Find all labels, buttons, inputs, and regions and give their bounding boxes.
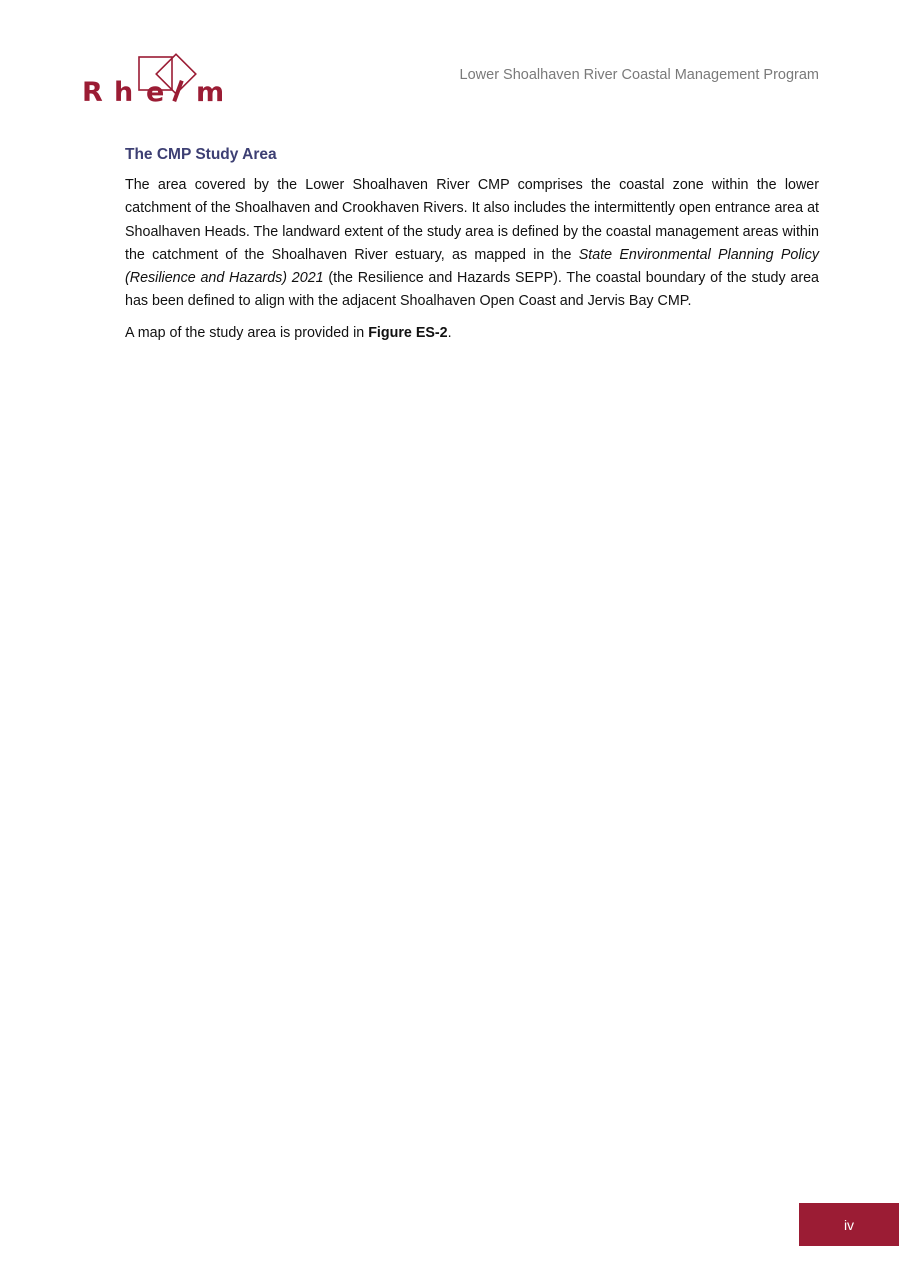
section-heading: The CMP Study Area	[125, 146, 277, 163]
figure-reference: Figure ES-2	[368, 324, 448, 341]
svg-text:m: m	[196, 77, 225, 106]
main-content	[125, 146, 819, 353]
svg-text:h: h	[114, 77, 134, 106]
svg-text:R: R	[82, 77, 103, 106]
document-title: Lower Shoalhaven River Coastal Management Program	[459, 67, 819, 83]
page-number: iv	[843, 1216, 855, 1233]
figure-reference-paragraph	[125, 322, 819, 345]
study-area-paragraph	[125, 174, 819, 314]
svg-text:e: e	[146, 77, 165, 106]
figure-text-part1: A map of the study area is provided in	[125, 324, 369, 341]
paragraph-text-part2: (the Resilience and Hazards SEPP). The coastal boundary of the study area has been defined to align with the adjacent Shoalhaven Open Coast and Jervis Bay CMP.	[125, 270, 819, 310]
page-number-tab	[799, 1203, 899, 1246]
rhelm-logo	[80, 50, 240, 106]
paragraph-text-part1: The area covered by the Lower Shoalhaven River CMP comprises the coastal zone within the lower catchment of the Shoalhaven and Crookhaven Rivers. It also includes the intermittently open entrance area at Shoalhaven Heads. The landward extent of the study area is defined by the coastal management areas within the catchment of the Shoalhaven River estuary, as mapped in the	[125, 177, 819, 263]
sepp-policy-title: State Environmental Planning Policy (Resilience and Hazards) 2021	[125, 246, 820, 287]
figure-text-part2: .	[447, 324, 452, 341]
